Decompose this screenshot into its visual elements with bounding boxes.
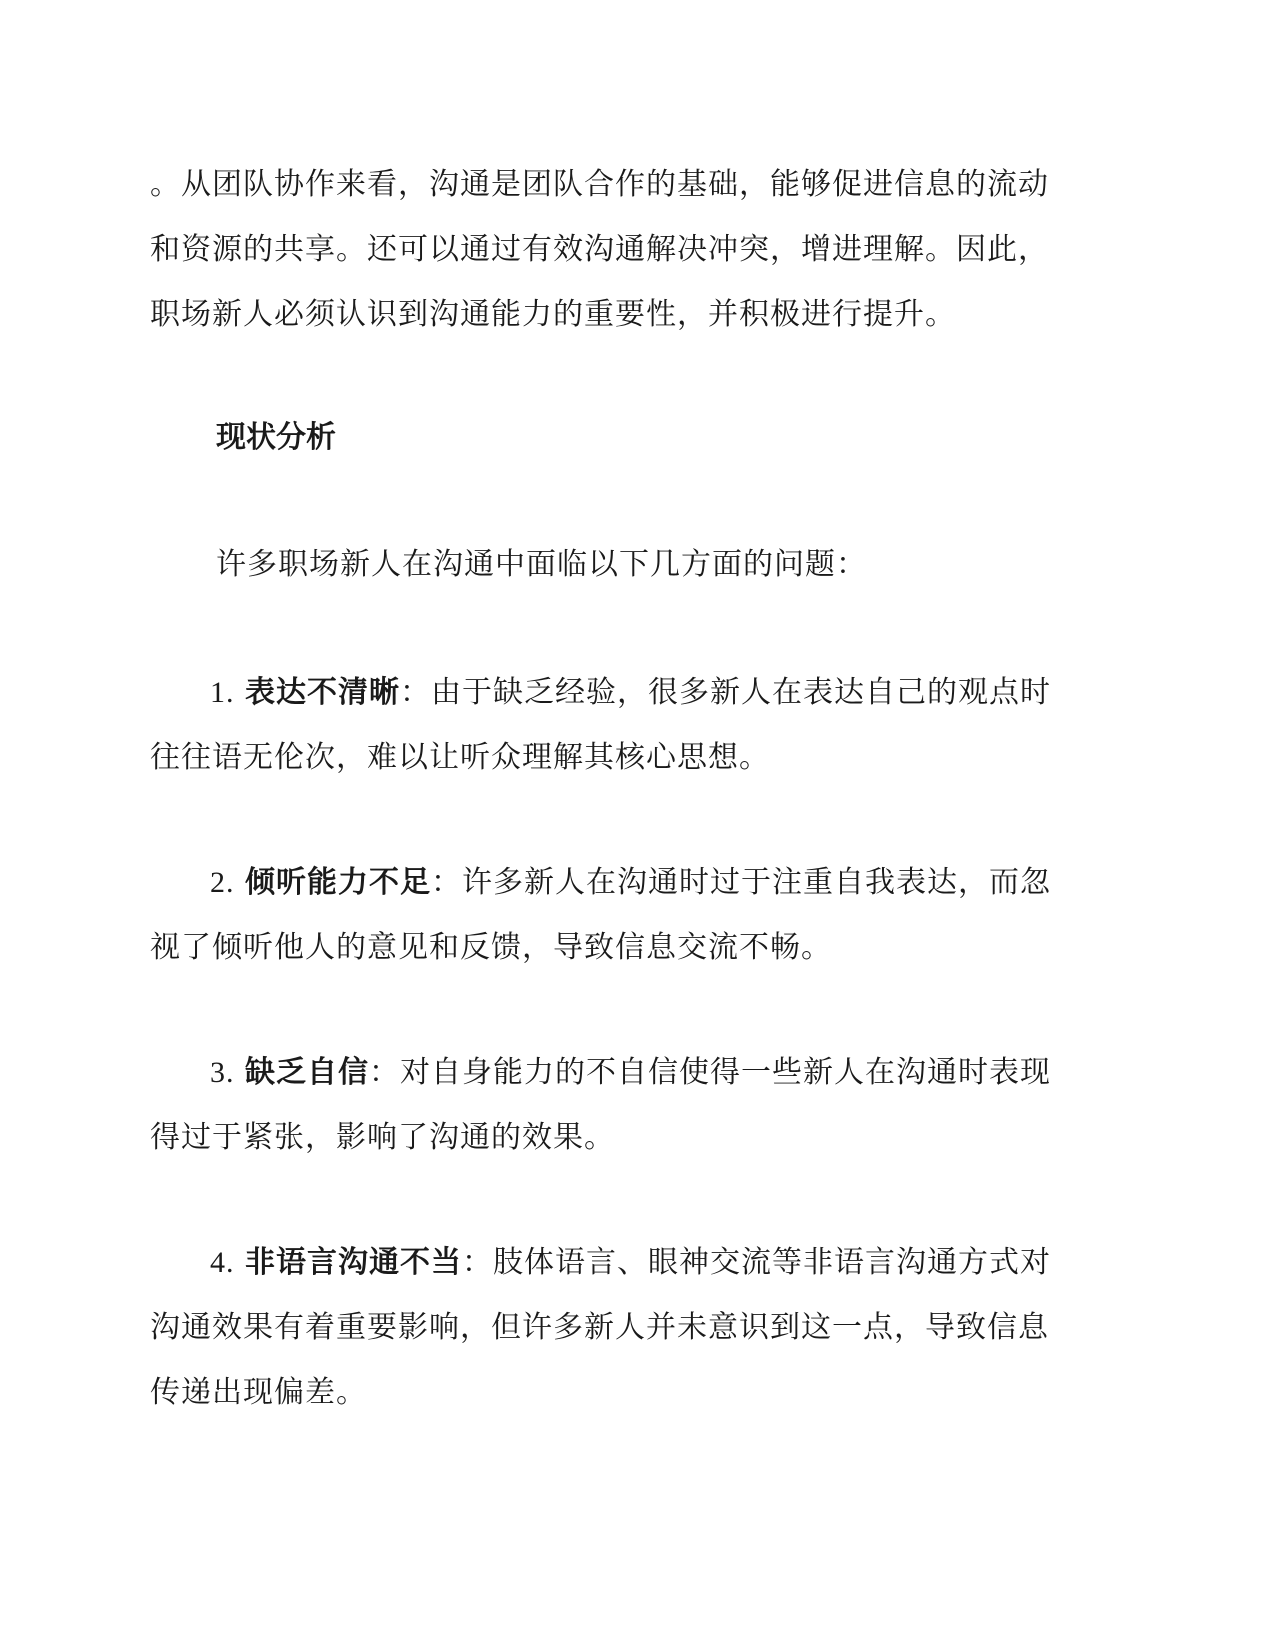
item-number: 1. bbox=[210, 676, 235, 709]
item-number: 3. bbox=[210, 1056, 235, 1089]
item-number: 4. bbox=[210, 1246, 235, 1279]
intro-line: 职场新人必须认识到沟通能力的重要性，并积极进行提升。 bbox=[150, 297, 956, 332]
item-text: ：许多新人在沟通时过于注重自我表达，而忽 bbox=[431, 865, 1052, 900]
item-term: 倾听能力不足 bbox=[245, 865, 432, 900]
list-item-2 bbox=[150, 850, 1130, 980]
intro-paragraph bbox=[150, 152, 1130, 347]
list-item-first-line bbox=[150, 660, 1130, 725]
item-text: ：由于缺乏经验，很多新人在表达自己的观点时 bbox=[400, 675, 1052, 710]
intro-line: 。从团队协作来看，沟通是团队合作的基础，能够促进信息的流动 bbox=[150, 167, 1049, 202]
list-item-3 bbox=[150, 1040, 1130, 1170]
item-term: 表达不清晰 bbox=[245, 675, 401, 710]
section-lead: 许多职场新人在沟通中面临以下几方面的问题： bbox=[216, 547, 867, 582]
item-term: 缺乏自信 bbox=[245, 1055, 370, 1090]
list-item-first-line bbox=[150, 1230, 1130, 1295]
item-text: 视了倾听他人的意见和反馈，导致信息交流不畅。 bbox=[150, 930, 832, 965]
section-heading: 现状分析 bbox=[216, 420, 336, 455]
list-item-first-line bbox=[150, 1040, 1130, 1105]
intro-line: 和资源的共享。还可以通过有效沟通解决冲突，增进理解。因此， bbox=[150, 232, 1049, 267]
item-number: 2. bbox=[210, 866, 235, 899]
item-text: 往往语无伦次，难以让听众理解其核心思想。 bbox=[150, 740, 770, 775]
item-text: ：对自身能力的不自信使得一些新人在沟通时表现 bbox=[369, 1055, 1052, 1090]
item-text: 得过于紧张，影响了沟通的效果。 bbox=[150, 1120, 615, 1155]
list-item-1 bbox=[150, 660, 1130, 790]
list-item-first-line bbox=[150, 850, 1130, 915]
item-term: 非语言沟通不当 bbox=[245, 1245, 463, 1280]
item-text: 沟通效果有着重要影响，但许多新人并未意识到这一点，导致信息 bbox=[150, 1310, 1049, 1345]
item-text: 传递出现偏差。 bbox=[150, 1375, 367, 1410]
list-item-4 bbox=[150, 1230, 1130, 1425]
item-text: ：肢体语言、眼神交流等非语言沟通方式对 bbox=[462, 1245, 1052, 1280]
